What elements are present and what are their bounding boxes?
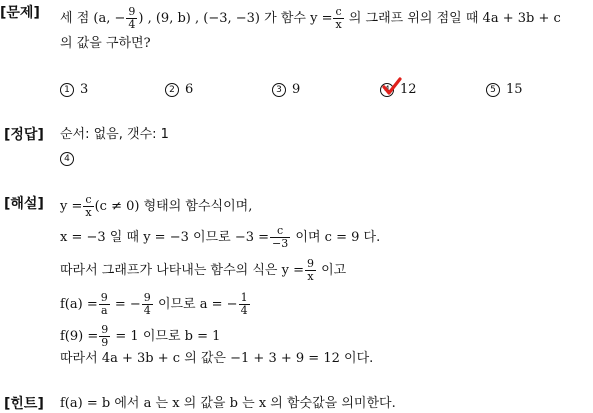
- explanation-line-4: f(a) = $\frac{9}{a}$ = − $\frac{9}{4}$ 이므로 a = − $\frac{1}{4}$: [60, 291, 248, 317]
- explanation-line-6: 따라서 4a + 3b + c 의 값은 −1 + 3 + 9 = 12 이다.: [60, 351, 374, 366]
- fraction-9-9: $\frac{9}{9}$: [101, 323, 109, 349]
- circle-number-icon: 2: [165, 83, 179, 97]
- choice-3[interactable]: 3 9: [272, 82, 300, 97]
- explanation-line-5: f(9) = $\frac{9}{9}$ = 1 이므로 b = 1: [60, 323, 221, 349]
- explanation-line-3: 따라서 그래프가 나타내는 함수의 식은 y = $\frac{9}{x}$ 이고: [60, 257, 347, 283]
- problem-line-1: 세 점 (a, − $\frac{9}{4}$ ) , (9, b) , (−3, −3) 가 함수 y = $\frac{c}{x}$ 의 그래프 위의 점일 때 4a + 3b + c: [60, 5, 561, 31]
- fraction-c-neg3: $\frac{c}{-3}$: [272, 224, 289, 250]
- fraction-9-x: $\frac{9}{x}$: [306, 257, 314, 283]
- answer-label: [정답]: [4, 127, 44, 143]
- problem-label: [문제]: [0, 5, 40, 21]
- circle-number-icon: 4: [380, 83, 394, 97]
- problem-line-2: 의 값을 구하면?: [60, 36, 151, 51]
- fraction-9-4: $\frac{9}{4}$: [128, 5, 136, 31]
- fraction-9-a: $\frac{9}{a}$: [100, 291, 108, 317]
- circle-number-icon: 5: [486, 83, 500, 97]
- fraction-c-x: $\frac{c}{x}$: [335, 5, 342, 31]
- explanation-label: [해설]: [4, 196, 44, 212]
- choice-1[interactable]: 1 3: [60, 82, 88, 97]
- fraction-9-4: $\frac{9}{4}$: [143, 291, 151, 317]
- explanation-line-2: x = −3 일 때 y = −3 이므로 −3 = $\frac{c}{-3}$ 이며 c = 9 다.: [60, 224, 381, 250]
- explanation-line-1: y = $\frac{c}{x}$ (c ≠ 0) 형태의 함수식이며,: [60, 193, 253, 219]
- answer-meta: 순서: 없음, 갯수: 1: [60, 127, 169, 142]
- circle-number-icon: 3: [272, 83, 286, 97]
- fraction-1-4: $\frac{1}{4}$: [240, 291, 248, 317]
- hint-line: f(a) = b 에서 a 는 x 의 값을 b 는 x 의 함숫값을 의미한다.: [60, 396, 396, 411]
- fraction-c-x: $\frac{c}{x}$: [85, 193, 92, 219]
- choice-5[interactable]: 5 15: [486, 82, 523, 97]
- hint-label: [힌트]: [4, 396, 44, 412]
- circle-number-icon: 1: [60, 83, 74, 97]
- check-mark-icon: [382, 76, 402, 96]
- choice-2[interactable]: 2 6: [165, 82, 193, 97]
- choice-4[interactable]: 4 12: [380, 82, 417, 97]
- answer-mark: [60, 150, 80, 168]
- circle-number-icon: 4: [60, 152, 74, 166]
